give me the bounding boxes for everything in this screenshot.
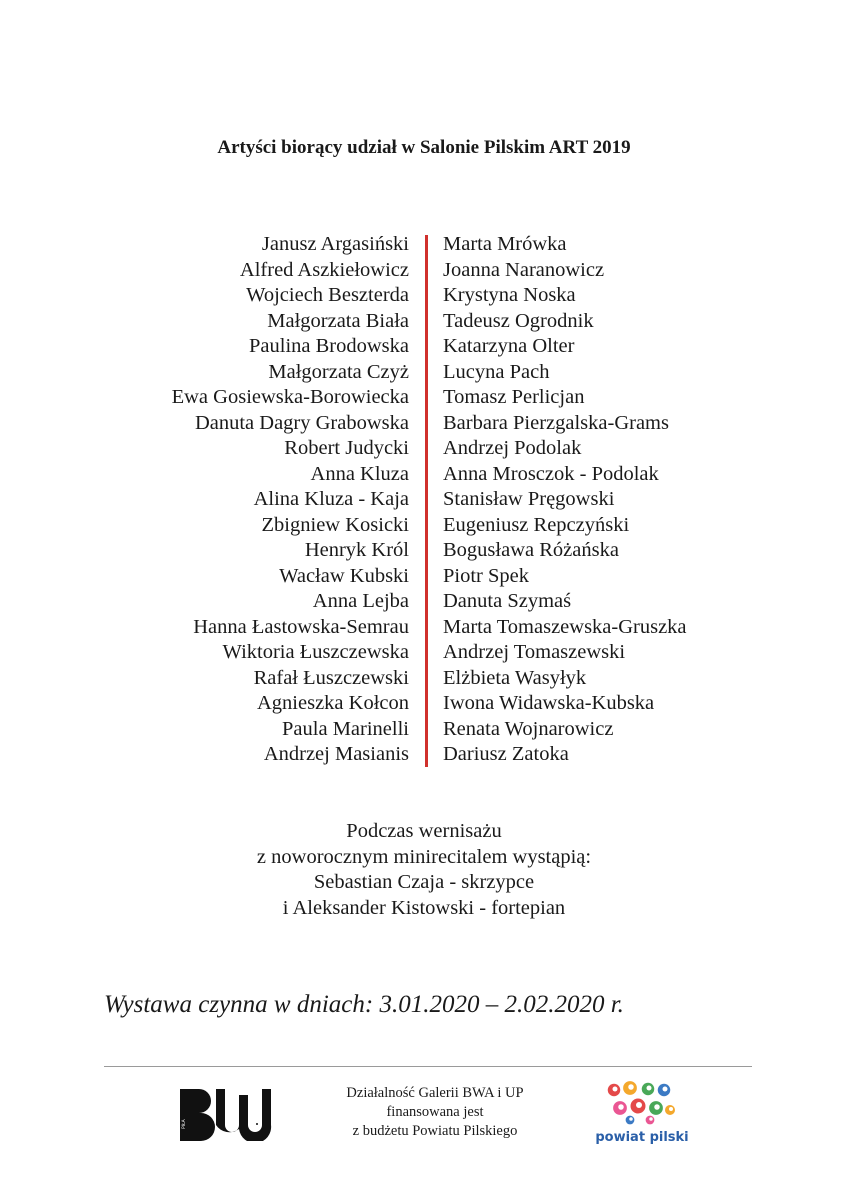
artist-name: Małgorzata Czyż bbox=[268, 360, 409, 383]
artist-name: Marta Tomaszewska-Gruszka bbox=[443, 615, 687, 638]
artist-name: Lucyna Pach bbox=[443, 360, 550, 383]
vernissage-info bbox=[0, 819, 848, 921]
artist-name: Ewa Gosiewska-Borowiecka bbox=[171, 386, 409, 408]
artist-name: Tadeusz Ogrodnik bbox=[443, 309, 594, 332]
funding-line: finansowana jest bbox=[386, 1104, 484, 1120]
artist-name: Zbigniew Kosicki bbox=[261, 513, 409, 536]
artist-name: Barbara Pierzgalska-Grams bbox=[443, 411, 669, 434]
artist-name: Dariusz Zatoka bbox=[443, 743, 569, 765]
vernissage-line: Sebastian Czaja - skrzypce bbox=[313, 871, 535, 893]
artist-name: Hanna Łastowska-Semrau bbox=[193, 615, 409, 638]
artist-name: Joanna Naranowicz bbox=[443, 258, 605, 281]
logo-petal-highlight bbox=[628, 1084, 634, 1090]
artist-name: Alina Kluza - Kaja bbox=[253, 488, 409, 510]
artist-name: Robert Judycki bbox=[284, 437, 409, 459]
artist-name: Rafał Łuszczewski bbox=[253, 666, 409, 689]
artist-name: Tomasz Perlicjan bbox=[443, 386, 585, 408]
artist-name: Wiktoria Łuszczewska bbox=[222, 641, 409, 663]
page-title: Artyści biorący udział w Salonie Pilskim ART 2019 bbox=[217, 137, 631, 158]
artist-name: Piotr Spek bbox=[443, 564, 529, 587]
bwa-logo bbox=[178, 1083, 278, 1141]
artist-name: Andrzej Tomaszewski bbox=[443, 641, 626, 663]
logo-petal-highlight bbox=[669, 1107, 673, 1111]
logo-petal-highlight bbox=[636, 1102, 642, 1108]
artist-name: Katarzyna Olter bbox=[443, 335, 575, 357]
funding-line: Działalność Galerii BWA i UP bbox=[346, 1085, 524, 1101]
artist-name: Alfred Aszkiełowicz bbox=[239, 258, 409, 281]
artist-name: Andrzej Podolak bbox=[443, 437, 582, 459]
artist-name: Henryk Król bbox=[304, 539, 409, 561]
artist-name: Iwona Widawska-Kubska bbox=[443, 692, 655, 714]
artist-name: Bogusława Różańska bbox=[443, 539, 619, 561]
artist-name: Eugeniusz Repczyński bbox=[443, 513, 630, 536]
artist-name: Wacław Kubski bbox=[279, 564, 409, 587]
bwa-logo-small-text: PIŁA bbox=[181, 1119, 187, 1129]
footer-rule bbox=[104, 1066, 752, 1067]
logo-petal-highlight bbox=[647, 1086, 652, 1091]
logo-petal-highlight bbox=[629, 1117, 633, 1121]
powiat-pilski-logo bbox=[600, 1078, 684, 1126]
artist-name: Andrzej Masianis bbox=[263, 743, 409, 765]
exhibition-dates: Wystawa czynna w dniach: 3.01.2020 – 2.02.2020 r. bbox=[104, 991, 624, 1018]
artist-name: Paula Marinelli bbox=[282, 717, 409, 740]
artist-name: Danuta Szymaś bbox=[443, 590, 572, 612]
funding-line: z budżetu Powiatu Pilskiego bbox=[352, 1123, 518, 1139]
artist-name: Krystyna Noska bbox=[443, 284, 576, 306]
funding-note bbox=[280, 1084, 590, 1141]
logo-petal-highlight bbox=[618, 1104, 624, 1110]
vernissage-line: Podczas wernisażu bbox=[346, 820, 502, 842]
artist-name: Paulina Brodowska bbox=[249, 335, 409, 357]
artist-name: Anna Kluza bbox=[310, 462, 409, 485]
artist-name: Stanisław Pręgowski bbox=[443, 488, 615, 510]
logo-petal-highlight bbox=[649, 1117, 653, 1121]
artist-name: Agnieszka Kołcon bbox=[257, 692, 409, 714]
artist-name: Janusz Argasiński bbox=[261, 233, 409, 255]
artist-column-right bbox=[443, 232, 687, 768]
column-divider bbox=[425, 235, 428, 767]
artist-name: Danuta Dagry Grabowska bbox=[194, 411, 409, 434]
vernissage-line: i Aleksander Kistowski - fortepian bbox=[282, 896, 566, 919]
artist-column-left bbox=[172, 232, 409, 768]
artist-name: Wojciech Beszterda bbox=[246, 284, 409, 306]
artist-list bbox=[0, 232, 848, 772]
artist-name: Elżbieta Wasyłyk bbox=[443, 666, 587, 689]
logo-petal-highlight bbox=[654, 1104, 660, 1110]
artist-name: Marta Mrówka bbox=[443, 233, 567, 255]
logo-petal-highlight bbox=[613, 1087, 618, 1092]
artist-name: Anna Lejba bbox=[312, 590, 409, 612]
artist-name: Małgorzata Biała bbox=[267, 309, 409, 332]
powiat-label: powiat pilski bbox=[595, 1130, 689, 1145]
vernissage-line: z noworocznym minirecitalem wystąpią: bbox=[256, 845, 592, 868]
logo-petal-highlight bbox=[663, 1087, 668, 1092]
artist-name: Anna Mrosczok - Podolak bbox=[443, 462, 659, 485]
artist-name: Renata Wojnarowicz bbox=[443, 717, 614, 740]
